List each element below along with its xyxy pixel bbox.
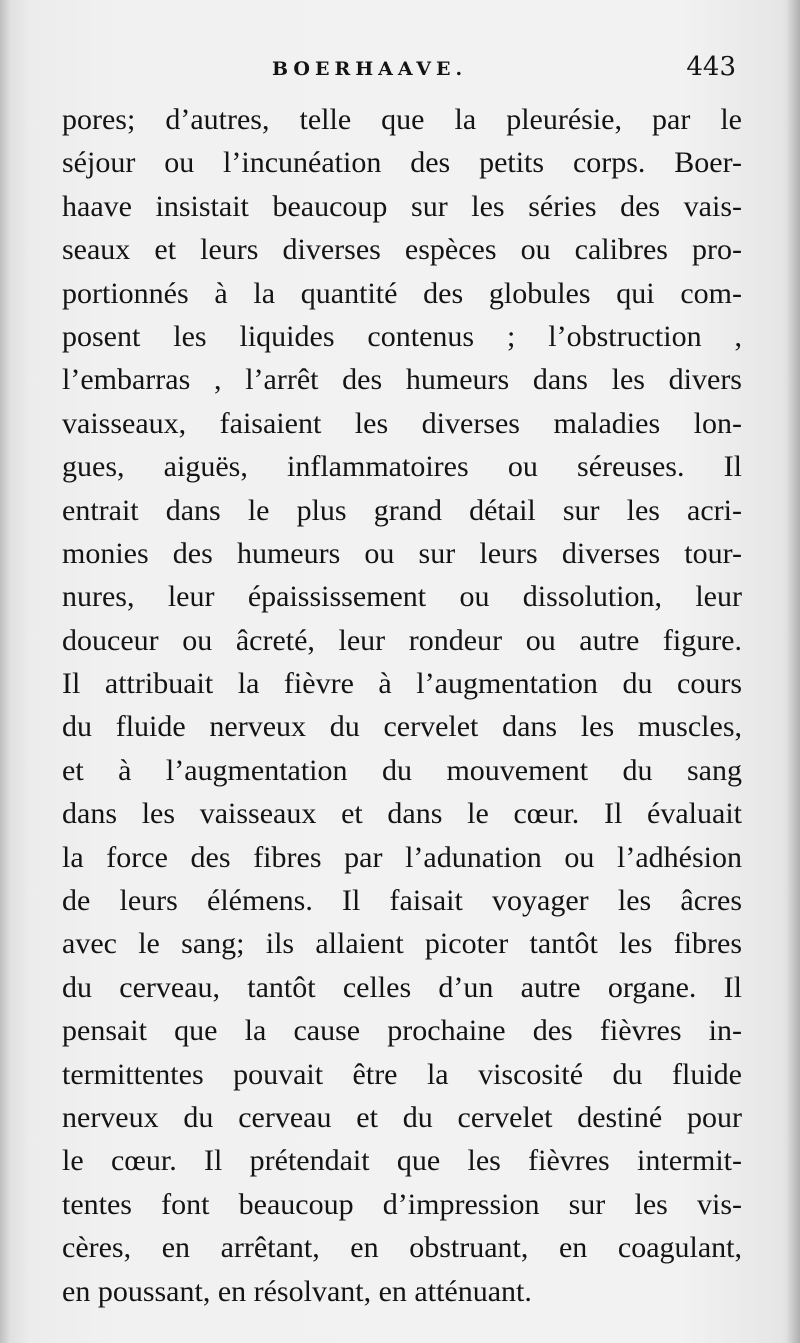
page-right-edge-shadow (786, 0, 800, 1343)
text-line: et à l’augmentation du mouvement du sang (62, 753, 742, 787)
text-line: avec le sang; ils allaient picoter tantôt les fibres (62, 927, 742, 961)
text-line: de leurs élémens. Il faisait voyager les âcres (62, 884, 742, 918)
page-number: 443 (686, 52, 736, 82)
text-line: dans les vaisseaux et dans le cœur. Il évaluait (62, 797, 742, 831)
text-line: portionnés à la quantité des globules qui com- (62, 276, 742, 310)
text-line: pensait que la cause prochaine des fièvres in- (62, 1014, 742, 1048)
text-line: termittentes pouvait être la viscosité du fluide (62, 1057, 742, 1091)
text-line: tentes font beaucoup d’impression sur les vis- (62, 1187, 742, 1221)
running-head (60, 52, 740, 92)
text-line: du cerveau, tantôt celles d’un autre organe. Il (62, 970, 742, 1004)
text-line: pores; d’autres, telle que la pleurésie, par le (62, 103, 742, 136)
text-line: en poussant, en résolvant, en atténuant. (62, 1274, 532, 1308)
text-line: entrait dans le plus grand détail sur les acri- (62, 493, 742, 527)
text-line: haave insistait beaucoup sur les séries des vais- (62, 189, 742, 223)
text-line: séjour ou l’incunéation des petits corps. Boer- (62, 146, 742, 180)
body-text (62, 98, 742, 1313)
text-line: douceur ou âcreté, leur rondeur ou autre figure. (62, 623, 742, 657)
running-title: BOERHAAVE. (272, 58, 468, 80)
text-line: vaisseaux, faisaient les diverses maladies lon- (62, 406, 742, 440)
text-line: l’embarras , l’arrêt des humeurs dans les divers (62, 363, 742, 397)
text-line: du fluide nerveux du cervelet dans les muscles, (62, 710, 742, 744)
text-line: cères, en arrêtant, en obstruant, en coagulant, (62, 1231, 742, 1265)
text-line: posent les liquides contenus ; l’obstruction , (62, 319, 742, 353)
text-line: nures, leur épaississement ou dissolution, leur (62, 580, 742, 614)
text-line: la force des fibres par l’adunation ou l’adhésion (62, 840, 742, 874)
text-line: le cœur. Il prétendait que les fièvres intermit- (62, 1144, 742, 1178)
page-left-edge-shadow (0, 0, 10, 1343)
text-line: gues, aiguës, inflammatoires ou séreuses. Il (62, 450, 742, 484)
text-line: Il attribuait la fièvre à l’augmentation du cours (62, 667, 742, 701)
text-line: nerveux du cerveau et du cervelet destiné pour (62, 1100, 742, 1134)
text-line: monies des humeurs ou sur leurs diverses tour- (62, 536, 742, 570)
text-line: seaux et leurs diverses espèces ou calibres pro- (62, 233, 742, 267)
